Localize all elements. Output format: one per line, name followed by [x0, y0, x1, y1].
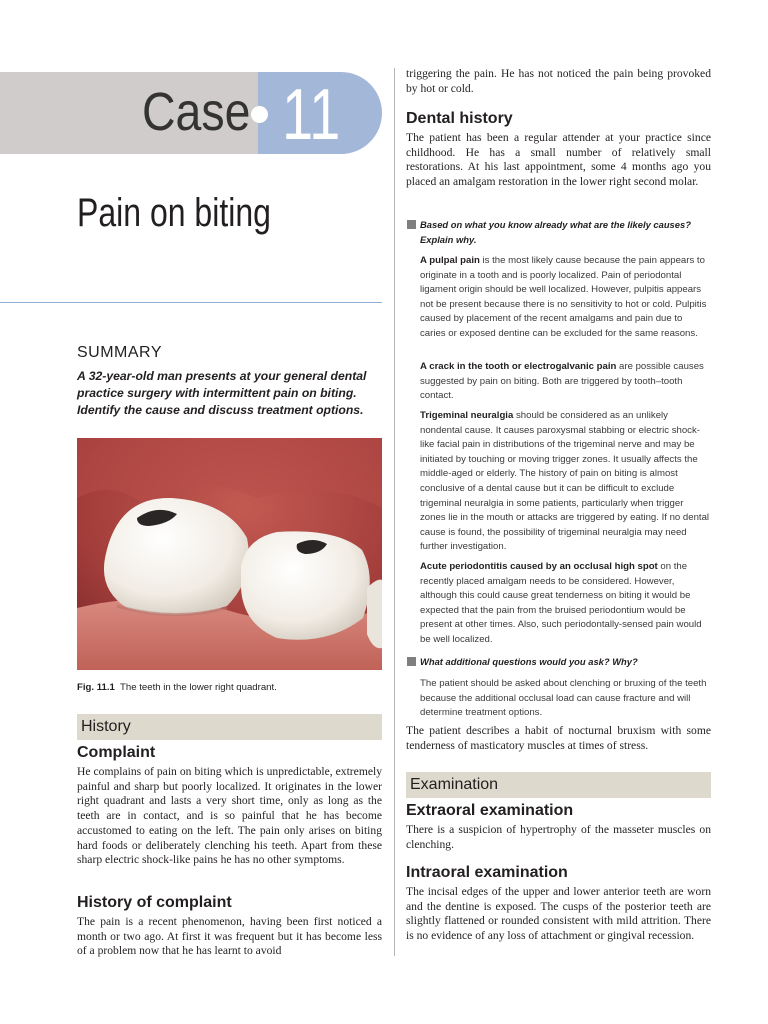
answer-pulpal — [420, 254, 710, 342]
answer-text: on the recently placed amalgam needs to be considered. However, although this could cause great tenderness on biting it would be expected that the pain from the bruised periodontium would be present at other times. Also, such periodontally-sensed pain would be well localized. — [420, 561, 702, 645]
examination-band: Examination — [406, 772, 711, 798]
extraoral-heading: Extraoral examination — [406, 802, 574, 819]
intraoral-heading: Intraoral examination — [406, 864, 568, 881]
summary-heading: SUMMARY — [77, 344, 162, 361]
question-causes — [407, 218, 707, 247]
answer-bruxism-question: The patient should be asked about clenching or bruxing of the teeth because the additional occlusal load can cause fracture and will determine treatment options. — [420, 678, 707, 719]
question-additional-text: What additional questions would you ask? Why? — [420, 656, 638, 667]
history-band: History — [77, 714, 382, 740]
answer-text: should be considered as an unlikely nondental cause. It causes paroxysmal stabbing or electric shock-like facial pain in distributions of the trigeminal nerve and may be initiated by touching or moving trigger zones. It usually affects the middle-aged or elderly. The history of pain on biting is almost conclusive of a dental cause but it can be difficult to exclude trigeminal neuralgia in some patients, particularly when trigger zones lie in the mouth or attacks are triggered by eating. If no dental cause is found, the possibility of trigeminal neuralgia may need further investigation. — [420, 410, 710, 553]
case-label: Case — [142, 82, 251, 142]
extraoral-text: There is a suspicion of hypertrophy of the masseter muscles on clenching. — [406, 823, 711, 851]
column-divider — [394, 68, 395, 956]
question-bullet-icon — [407, 657, 416, 666]
answer-crack — [420, 360, 710, 404]
case-bullet-icon — [251, 106, 268, 123]
answer-periodontitis — [420, 560, 710, 648]
case-number: 11 — [282, 75, 341, 155]
page-title: Pain on biting — [77, 191, 271, 235]
question-additional — [407, 655, 707, 670]
answer-text: are possible causes suggested by pain on biting. Both are triggered by tooth–tooth contact. — [420, 361, 704, 402]
figure-caption-text: The teeth in the lower right quadrant. — [120, 682, 277, 693]
complaint-text: He complains of pain on biting which is unpredictable, extremely painful and sharp but poorly localized. It originates in the lower right quadrant and lasts a very short time, only as long as the teeth are in contact, and is so painful that he has become accustomed to eating on the left. The pain only arises on biting hard foods or deliberately clenching his teeth. Apart from these sharp electric shock-like pains he has no other symptoms. — [77, 765, 382, 867]
answer-term: Acute periodontitis caused by an occlusal high spot — [420, 561, 658, 572]
answer-text: is the most likely cause because the pain appears to originate in a tooth and is poorly localized. Pain of periodontal ligament origin should be well localized. However, pulpitis appears not be present because there is no sensitivity to hot or cold. Pulpitis caused by placement of the recent amalgams and pain due to caries or exposed dentine can be excluded for the same reasons. — [420, 255, 707, 339]
history-of-complaint-heading: History of complaint — [77, 894, 232, 911]
summary-text: A 32-year-old man presents at your general dental practice surgery with intermittent pain on biting. Identify the cause and discuss treatment options. — [77, 369, 367, 417]
dental-history-text: The patient has been a regular attender at your practice since childhood. He has a small number of relatively small restorations. At his last appointment, some 4 months ago you placed an amalgam restoration in the lower right second molar. — [406, 131, 711, 189]
clinical-photo — [77, 438, 382, 670]
history-of-complaint-text: The pain is a recent phenomenon, having been first noticed a month or two ago. At first it was frequent but it has become less of a problem now that he has learnt to avoid — [77, 915, 382, 958]
figure-caption — [77, 681, 383, 694]
title-divider — [0, 302, 382, 303]
answer-trigeminal — [420, 409, 710, 555]
answer-term: Trigeminal neuralgia — [420, 410, 514, 421]
intraoral-text: The incisal edges of the upper and lower anterior teeth are worn and the dentine is exposed. The cusps of the posterior teeth are slightly flattened or rounded consistent with mild attrition. There is no evidence of any loss of attachment or gingival recession. — [406, 885, 711, 943]
history-of-complaint-continued: triggering the pain. He has not noticed the pain being provoked by hot or cold. — [406, 67, 711, 95]
complaint-heading: Complaint — [77, 744, 156, 761]
bruxism-text: The patient describes a habit of nocturnal bruxism with some tenderness of masticatory muscles at times of stress. — [406, 724, 711, 752]
question-causes-text: Based on what you know already what are the likely causes? Explain why. — [420, 219, 691, 245]
answer-term: A pulpal pain — [420, 255, 480, 266]
question-bullet-icon — [407, 220, 416, 229]
figure-label: Fig. 11.1 — [77, 682, 115, 693]
answer-term: A crack in the tooth or electrogalvanic pain — [420, 361, 617, 372]
dental-history-heading: Dental history — [406, 110, 513, 127]
